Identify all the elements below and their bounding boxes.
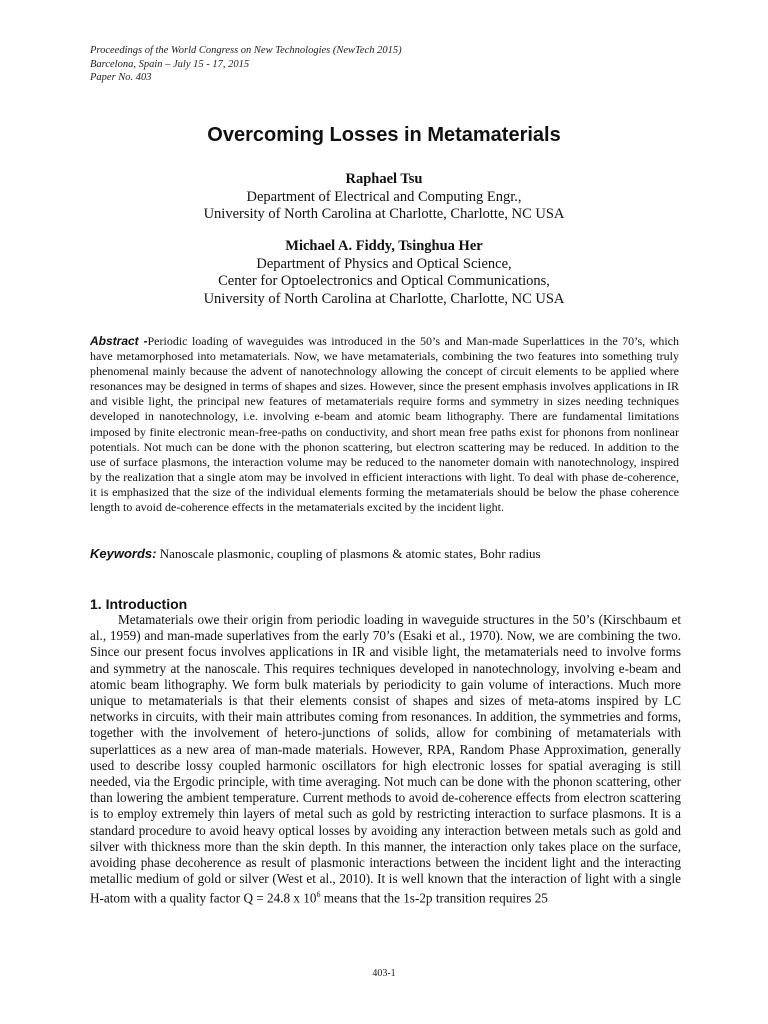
author-affiliation: Department of Physics and Optical Science, bbox=[256, 255, 512, 272]
paragraph-text: means that the 1s-2p transition requires 25 bbox=[320, 890, 548, 906]
author-affiliation: Department of Electrical and Computing Engr., bbox=[246, 188, 522, 205]
abstract-text: Periodic loading of waveguides was introduced in the 50’s and Man-made Superlattices in the 70’s, which have metamorphosed into metamaterials. Now, we have metamaterials, combining the two features into something truly phenomenal mainly because the advent of nanotechnology allowing the concept of circuit elements to be applied where resonances may be designed in terms of shapes and sizes. However, since the present emphasis involves applications in IR and visible light, the principal new features of metamaterials require forms and symmetry in sizes needing techniques developed in nanotechnology, i.e. involving e-beam and atomic beam lithography. There are fundamental limitations imposed by finite electronic mean-free-paths on conductivity, and short mean free paths exist for phonons from nonlinear potentials. Not much can be done with the phonon scattering, but electron scattering may be reduced. In addition to the use of surface plasmons, the interaction volume may be reduced to the nanometer domain with nanotechnology, inspired by the realization that a single atom may be involved in efficient interactions with light. To deal with phase de-coherence, it is emphasized that the size of the individual elements forming the metamaterials should be below the phase coherence length to avoid de-coherence effects in the metamaterials excited by the incident light. bbox=[90, 334, 679, 515]
author-affiliation: University of North Carolina at Charlotte, Charlotte, NC USA bbox=[203, 290, 565, 307]
introduction-paragraph bbox=[90, 612, 681, 907]
author-block-2 bbox=[0, 238, 768, 308]
venue-date-line: Barcelona, Spain – July 15 - 17, 2015 bbox=[90, 58, 250, 70]
paragraph-text: Metamaterials owe their origin from periodic loading in waveguide structures in the 50’s (Kirschbaum et al., 1959) and man-made superlatives from the early 70’s (Esaki et al., 1970). Now, we are combining the two. Since our present focus involves applications in IR and visible light, the metamaterials need to involve forms and symmetry at the nanoscale. This requires techniques developed in nanotechnology, involving e-beam and atomic beam lithography. We form bulk materials by periodicity to gain volume of interactions. Much more unique to metamaterials is that their elements consist of shapes and sizes of meta-atoms inspired by LC networks in circuits, with their main attributes coming from resonances. In addition, the symmetries and forms, together with the involvement of hetero-junctions of solids, allow for combining of metamaterials with superlattices as a new area of man-made materials. However, RPA, Random Phase Approximation, generally used to describe lossy coupled harmonic oscillators for high electronic losses for spatial averaging is still needed, via the Ergodic principle, with time averaging. Not much can be done with the phonon scattering, other than lowering the ambient temperature. Current methods to avoid de-coherence effects from electron scattering is to employ extremely thin layers of metal such as gold by restricting interaction to surface plasmons. It is a standard procedure to avoid heavy optical losses by avoiding any interaction between metals such as gold and silver with thickness more than the skin depth. In this manner, the interaction only takes place on the surface, avoiding phase decoherence as result of plasmonic interactions between the incident light and the interacting metallic medium of gold or silver (West et al., 2010). It is well known that the interaction of light with a single H-atom with a quality factor Q = 24.8 x 10 bbox=[90, 612, 681, 906]
superscript: 6 bbox=[316, 890, 321, 900]
abstract bbox=[90, 334, 679, 515]
paper-title: Overcoming Losses in Metamaterials bbox=[207, 124, 561, 146]
proceedings-line: Proceedings of the World Congress on New Technologies (NewTech 2015) bbox=[90, 45, 402, 56]
author-affiliation: University of North Carolina at Charlotte, Charlotte, NC USA bbox=[203, 206, 565, 222]
proceedings-header bbox=[90, 44, 402, 85]
paper-number-line: Paper No. 403 bbox=[90, 72, 152, 83]
section-heading: 1. Introduction bbox=[90, 596, 188, 612]
author-block-1 bbox=[0, 171, 768, 224]
author-name: Michael A. Fiddy, Tsinghua Her bbox=[285, 238, 483, 254]
author-affiliation: Center for Optoelectronics and Optical Communications, bbox=[218, 273, 550, 289]
abstract-label: Abstract - bbox=[90, 334, 148, 348]
author-name: Raphael Tsu bbox=[345, 171, 423, 187]
keywords-label: Keywords: bbox=[90, 546, 157, 561]
page-number: 403-1 bbox=[372, 968, 396, 979]
keywords-text: Nanoscale plasmonic, coupling of plasmons & atomic states, Bohr radius bbox=[156, 546, 541, 561]
keywords bbox=[90, 546, 690, 562]
